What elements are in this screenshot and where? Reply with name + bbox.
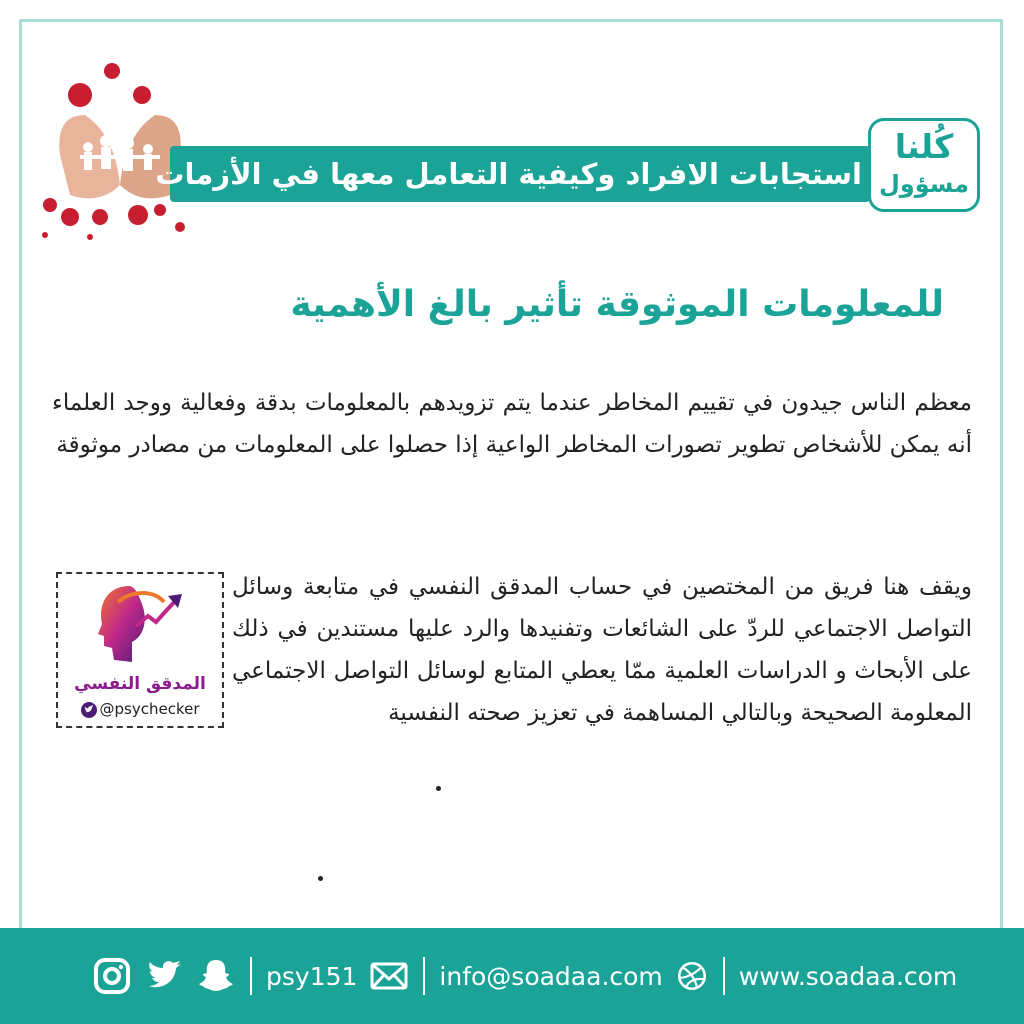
footer-separator: [250, 957, 252, 995]
mail-icon: [369, 956, 409, 996]
footer-separator: [723, 957, 725, 995]
paragraph-1: معظم الناس جيدون في تقييم المخاطر عندما يتم تزويدهم بالمعلومات بدقة وفعالية ووجد العلماء أنه يمكن للأشخاص تطوير تصورات المخاطر الواعية إذا حصلوا على المعلومات من مصادر موثوقة: [52, 390, 972, 458]
promo-name: المدقق النفسي: [74, 674, 206, 694]
section-heading: للمعلومات الموثوقة تأثير بالغ الأهمية: [290, 284, 944, 325]
banner-title: استجابات الافراد وكيفية التعامل معها في الأزمات: [155, 157, 862, 191]
dribbble-icon: [675, 959, 709, 993]
footer-contacts: [92, 928, 957, 1024]
stray-dot: [318, 876, 323, 881]
footer-website[interactable]: www.soadaa.com: [738, 961, 958, 991]
promo-handle: @psychecker: [99, 700, 200, 718]
twitter-icon[interactable]: [142, 956, 188, 996]
title-banner: [155, 146, 870, 202]
footer-phone[interactable]: psy151: [266, 961, 358, 991]
head-profile-icon: [92, 580, 188, 668]
logo-line-1: كُلنا: [894, 127, 954, 166]
logo-line-2: مسؤول: [878, 170, 970, 198]
footer-bar: [0, 928, 1024, 1024]
psychecker-promo: [56, 572, 224, 728]
promo-handle-row: [58, 700, 222, 718]
stray-dot: [436, 786, 441, 791]
kulna-masoul-logo: [868, 118, 980, 212]
twitter-icon: [81, 702, 97, 718]
snapchat-icon[interactable]: [196, 956, 236, 996]
instagram-icon[interactable]: [92, 956, 132, 996]
footer-separator: [423, 957, 425, 995]
paragraph-2: ويقف هنا فريق من المختصين في حساب المدقق النفسي في متابعة وسائل التواصل الاجتماعي للردّ على الشائعات وتفنيدها والرد عليها مستندين في ذلك على الأبحاث و الدراسات العلمية ممّا يعطي المتابع لوسائل التواصل الاجتماعي المعلومة الصحيحة وبالتالي المساهمة في تعزيز صحته النفسية: [232, 574, 972, 726]
footer-email[interactable]: info@soadaa.com: [439, 961, 663, 991]
